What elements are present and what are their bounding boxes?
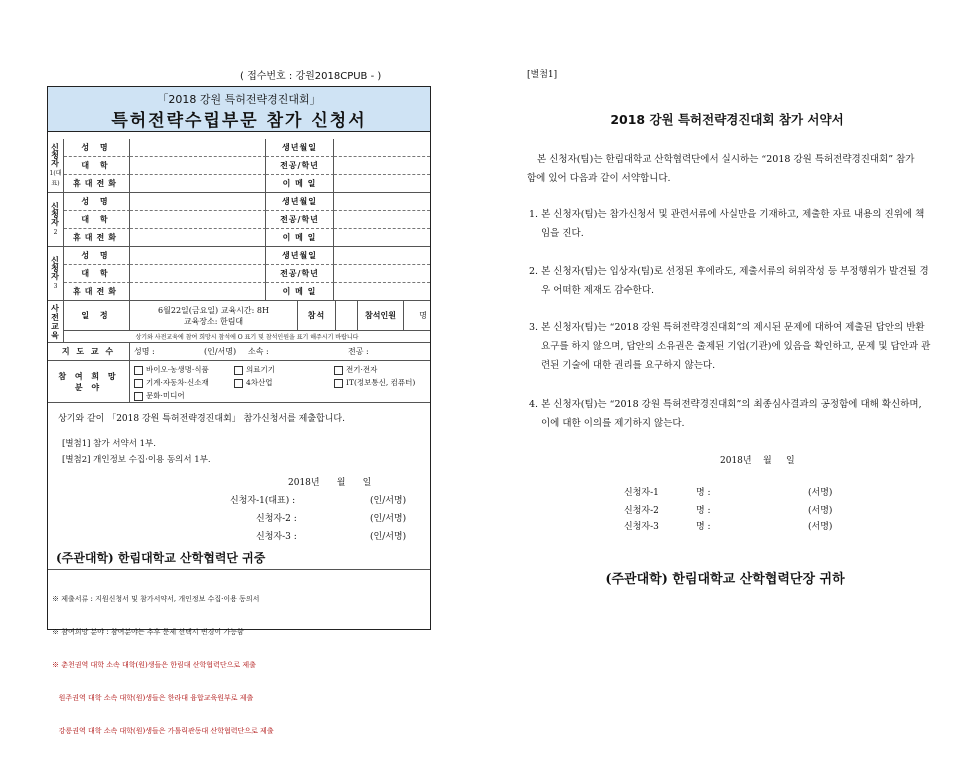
form-notes [52,572,274,759]
checkbox-icon [134,366,143,375]
pledge-title: 2018 강원 특허전략경진대회 참가 서약서 [610,112,844,127]
pledge-item-4: 4. 본 신청자(팀)는 “2018 강원 특허전략경진대회”의 최종심사결과의 공정함에 대해 확신하며, 이에 대한 이의를 제기하지 않는다. [529,399,922,429]
edu-vertical-label: 사전교육 [48,301,64,343]
note-line: ※ 제출서류 : 지원신청서 및 참가서약서, 개인정보 수집·이용 동의서 [52,595,260,603]
pledge-signer-3: 신청자-3 명 : (서명) [624,522,833,532]
applicant-3-label2-2: 이 메 일 [266,283,334,301]
applicant-3-field-1[interactable] [130,265,266,283]
edu-attend-input[interactable] [336,301,358,331]
applicant-2-field-1[interactable] [130,211,266,229]
pledge-intro: 본 신청자(팀)는 한림대학교 산학협력단에서 실시하는 “2018 강원 특허전략경진대회” 참가함에 있어 다음과 같이 서약합니다. [527,154,915,184]
applicant-2-field-2[interactable] [130,229,266,247]
edu-count-unit[interactable]: 명 [404,301,430,331]
checkbox-icon [234,379,243,388]
applicant-1-field-2[interactable] [130,175,266,193]
advisor-label: 지 도 교 수 [48,343,130,361]
applicant-1-label2-1: 전공/학년 [266,157,334,175]
applicant-2-label2-0: 생년월일 [266,193,334,211]
applicant-3-field2-0[interactable] [334,247,430,265]
applicant-1-label2-0: 생년월일 [266,139,334,157]
form-addressee: (주관대학) 한림대학교 산학협력단 귀중 [56,551,266,565]
note-line: 강릉권역 대학 소속 대학(원)생들은 가톨릭관동대 산학협력단으로 제출 [52,727,274,735]
applicant-1-field2-1[interactable] [334,157,430,175]
attachment-2: [별첨2] 개인정보 수집·이용 동의서 1부. [62,455,211,465]
signer-2-sign[interactable]: (인/서명) [370,514,407,524]
applicant-2-label-1: 대 학 [64,211,130,229]
edu-count-label: 참석인원 [358,301,404,331]
advisor-row[interactable] [130,343,430,361]
note-line: 원주권역 대학 소속 대학(원)생들은 한라대 융합교육원부로 제출 [52,694,254,702]
pledge-item-1: 1. 본 신청자(팀)는 참가신청서 및 관련서류에 사실만을 기재하고, 제출한 자료 내용의 진위에 책임을 진다. [529,209,925,239]
applicant-3-field-2[interactable] [130,283,266,301]
checkbox-icon [334,366,343,375]
field-option-it[interactable]: IT(정보통신, 컴퓨터) [334,377,415,388]
receipt-number: ( 접수번호 : 강원2018CPUB - ) [240,71,382,82]
applicant-3-label-1: 대 학 [64,265,130,283]
advisor-name: 성명 : [134,347,155,356]
applicant-2-label2-1: 전공/학년 [266,211,334,229]
advisor-sign: (인/서명) [204,347,237,356]
pledge-signer-3-sign[interactable]: (서명) [808,522,833,532]
checkbox-icon [134,392,143,401]
applicant-1-vertical-label: 신청자 1(대표) [48,139,64,193]
applicant-3-label-2: 휴대전화 [64,283,130,301]
applicant-1-label-2: 휴대전화 [64,175,130,193]
advisor-dept: 소속 : [248,347,269,356]
field-option-mechanical[interactable]: 기계·자동차·신소재 [134,377,209,388]
applicant-2-vertical-label: 신청자 2 [48,193,64,247]
checkbox-icon [234,366,243,375]
applicant-2-label2-2: 이 메 일 [266,229,334,247]
note-line: ※ 참여희망 분야 : 참여분야는 추후 문제 선택시 변경이 가능함 [52,628,244,636]
applicant-3-field-0[interactable] [130,247,266,265]
edu-schedule-label: 일 정 [64,301,130,331]
pledge-item-2: 2. 본 신청자(팀)는 입상자(팀)로 선정된 후에라도, 제출서류의 허위작성 등 부정행위가 발견될 경우 어떠한 제재도 감수한다. [529,266,929,296]
applicant-1-label-0: 성 명 [64,139,130,157]
field-option-electric[interactable]: 전기·전자 [334,364,377,375]
field-option-medical[interactable]: 의료기기 [234,364,275,375]
applicant-1-label2-2: 이 메 일 [266,175,334,193]
applicant-1-field-1[interactable] [130,157,266,175]
pledge-signer-2-sign[interactable]: (서명) [808,506,833,516]
pledge-addressee: (주관대학) 한림대학교 산학협력단장 귀하 [605,572,845,587]
signer-1-label: 신청자-1(대표) : [230,496,296,506]
applicant-3-label2-1: 전공/학년 [266,265,334,283]
edu-attend-label: 참석 [298,301,336,331]
notes-divider [48,569,430,570]
pledge-item-3: 3. 본 신청자(팀)는 “2018 강원 특허전략경진대회”의 제시된 문제에 대하여 제출된 답안의 반환요구를 하지 않으며, 답안의 소유권은 출제된 기업(기관)에 있음을 확인하고, 문제 및 답안과 관련된 기술에 대한 권리를 요구하지 않는다. [529,322,931,371]
pledge-signer-1-sign[interactable]: (서명) [808,488,833,498]
applicant-3-field2-2[interactable] [334,283,430,301]
signer-3-label: 신청자-3 : [256,532,297,542]
pledge-date: 2018년 월 일 [720,456,795,466]
applicant-2-field2-1[interactable] [334,211,430,229]
edu-schedule-value: 6월22일(금요일) 교육시간: 8H 교육장소: 한림대 [130,301,298,331]
checkbox-icon [134,379,143,388]
signer-3-sign[interactable]: (인/서명) [370,532,407,542]
applicant-2-field2-0[interactable] [334,193,430,211]
applicant-2-label-2: 휴대전화 [64,229,130,247]
signer-2-label: 신청자-2 : [256,514,297,524]
field-option-culture[interactable]: 문화·미디어 [134,390,185,401]
statement: 상기와 같이 「2018 강원 특허전략경진대회」 참가신청서를 제출합니다. [58,414,345,424]
field-label: 참 여 희 망 분 야 [48,361,130,403]
applicant-2-label-0: 성 명 [64,193,130,211]
advisor-major: 전공 : [348,347,369,356]
applicant-1-label-1: 대 학 [64,157,130,175]
applicant-1-field2-0[interactable] [334,139,430,157]
form-banner [48,87,430,132]
applicant-1-field2-2[interactable] [334,175,430,193]
applicant-2-field-0[interactable] [130,193,266,211]
application-form [47,86,431,735]
field-option-bio[interactable]: 바이오·농생명·식품 [134,364,209,375]
form-banner-subtitle: 「2018 강원 특허전략경진대회」 [157,93,321,106]
signer-1-sign[interactable]: (인/서명) [370,496,407,506]
pledge-signer-1: 신청자-1 명 : (서명) [624,488,833,498]
applicant-3-field2-1[interactable] [334,265,430,283]
applicant-3-vertical-label: 신청자 3 [48,247,64,301]
applicant-3-label-0: 성 명 [64,247,130,265]
form-date: 2018년 월 일 [288,478,372,488]
checkbox-icon [334,379,343,388]
pledge-signer-2: 신청자-2 명 : (서명) [624,506,833,516]
edu-note: 상기와 사전교육에 참여 희망시 참석에 O 표기 및 참석인원을 표기 해주시기 바랍니다 [64,331,430,343]
applicant-1-field-0[interactable] [130,139,266,157]
attachment-1: [별첨1] 참가 서약서 1부. [62,439,156,449]
pledge-attach-tag: [별첨1] [527,70,558,80]
applicant-2-field2-2[interactable] [334,229,430,247]
note-line: ※ 춘천권역 대학 소속 대학(원)생들은 한림대 산학협력단으로 제출 [52,661,256,669]
field-options [130,361,430,403]
form-title: 특허전략수립부문 참가 신청서 [111,111,367,131]
applicant-3-label2-0: 생년월일 [266,247,334,265]
field-option-4th-industry[interactable]: 4차산업 [234,377,273,388]
